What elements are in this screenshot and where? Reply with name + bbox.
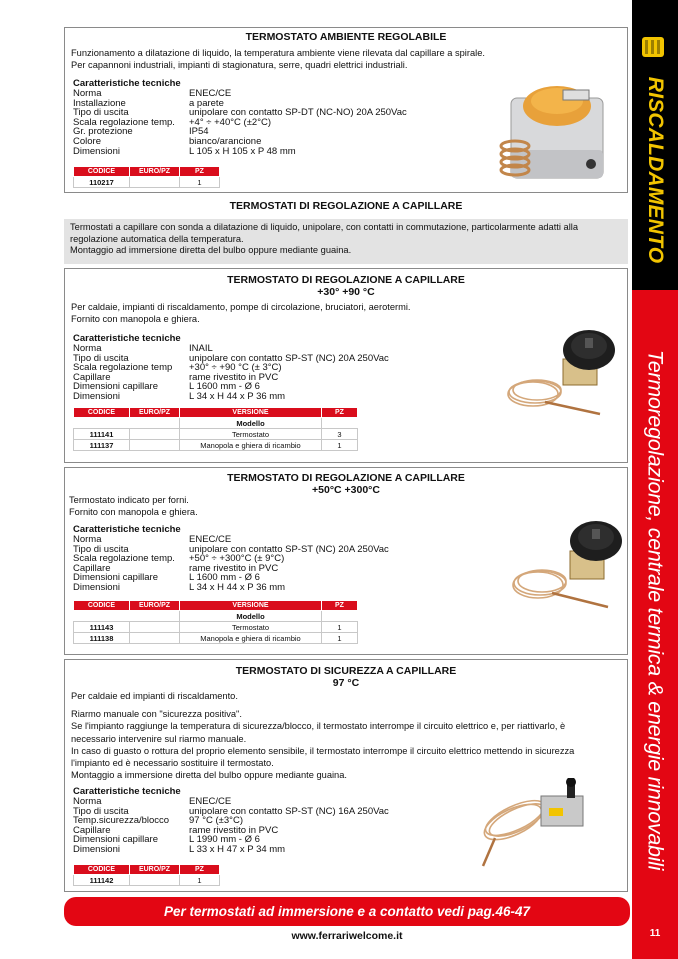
spec-block xyxy=(73,333,389,402)
table-row: 110217 1 xyxy=(74,177,220,188)
table-row: 111138 Manopola e ghiera di ricambio 1 xyxy=(74,633,358,644)
product-table: CODICE EURO/PZ VERSIONE PZ Modello 111141 Termostato 3 111137 Manopola e ghiera di ricambio 1 xyxy=(73,407,358,451)
section-intro: Termostati a capillare con sonda a dilatazione di liquido, unipolare, con contatti in commutazione, particolarmente adatti alla regolazione automatica della temperatura. Montaggio ad immersione diretta del bulbo oppure mediante guaina. xyxy=(64,219,628,264)
spec-heading: Caratteristiche tecniche xyxy=(73,78,181,89)
table-row: 111137 Manopola e ghiera di ricambio 1 xyxy=(74,440,358,451)
table-row: 111143 Termostato 1 xyxy=(74,622,358,633)
product-table: CODICE EURO/PZ VERSIONE PZ Modello 111143 Termostato 1 111138 Manopola e ghiera di ricambio 1 xyxy=(73,600,358,644)
spec-list: Norma INAIL Tipo di uscita unipolare con contatto SP-ST (NC) 20A 250Vac Scala regolazione temp +30° ÷ +90 °C (± 3°C) Capillare rame rivestito in PVC Dimensioni capillare L 1600 mm - Ø 6 Dimensioni L 34 x H 44 x P 36 mm xyxy=(73,343,389,402)
product-description: Per caldaie, impianti di riscaldamento, pompe di circolazione, bruciatori, aerotermi. Fornito con manopola e ghiera. xyxy=(71,302,411,325)
product-details: Riarmo manuale con "sicurezza positiva". Se l'impianto raggiunge la temperatura di sicurezza/blocco, il termostato interrompe il circuito elettrico e, per riattivarlo, è necessario intervenire sul riarmo manuale. In caso di guasto o rottura del proprio elemento sensibile, il termostato interrompe il circuito elettrico mettendo in sicurezza l'impianto ed è necessario sostituire il termostato. Montaggio a immersione diretta del bulbo oppure mediante guaina. xyxy=(71,709,575,781)
product-title: TERMOSTATO DI REGOLAZIONE A CAPILLARE xyxy=(227,472,465,484)
spec-heading: Caratteristiche tecniche xyxy=(73,524,181,535)
product-description: Funzionamento a dilatazione di liquido, la temperatura ambiente viene rilevata dal capillare a spirale. Per capannoni industriali, impianti di stagionatura, serre, quadri elettrici industriali. xyxy=(71,48,485,71)
spec-block xyxy=(73,78,407,156)
product-subtitle: +50°C +300°C xyxy=(312,484,380,496)
section-title: RISCALDAMENTO xyxy=(644,76,667,264)
capillary-thermostat-image xyxy=(505,324,620,419)
product-table: CODICE EURO/PZ PZ 111142 1 xyxy=(73,864,220,886)
spec-block xyxy=(73,524,389,593)
spec-heading: Caratteristiche tecniche xyxy=(73,333,181,344)
spec-list: Norma ENEC/CE Tipo di uscita unipolare con contatto SP-ST (NC) 16A 250Vac Temp.sicurezza/blocco 97 °C (±3°C) Capillare rame rivestito in PVC Dimensioni capillare L 1990 mm - Ø 6 Dimensioni L 33 x H 47 x P 34 mm xyxy=(73,796,389,855)
product-title: TERMOSTATO AMBIENTE REGOLABILE xyxy=(245,31,447,43)
spec-heading: Caratteristiche tecniche xyxy=(73,786,181,797)
product-subtitle: 97 °C xyxy=(332,677,360,689)
table-group-label: Modello xyxy=(180,611,322,622)
product-card-capillary-50-300 xyxy=(64,467,628,655)
section-heading: TERMOSTATI DI REGOLAZIONE A CAPILLARE xyxy=(229,200,463,212)
product-card-capillary-30-90 xyxy=(64,268,628,463)
table-row: 111141 Termostato 3 xyxy=(74,429,358,440)
product-subtitle: +30° +90 °C xyxy=(317,286,375,298)
product-card-safety-thermostat xyxy=(64,659,628,892)
table-row: 111142 1 xyxy=(74,875,220,886)
product-title: TERMOSTATO DI SICUREZZA A CAPILLARE xyxy=(235,665,457,677)
section-subtitle: Termoregolazione, centrale termica & energie rinnovabili xyxy=(643,349,668,871)
safety-thermostat-image xyxy=(475,778,605,873)
product-title: TERMOSTATO DI REGOLAZIONE A CAPILLARE xyxy=(227,274,465,286)
product-card-room-thermostat xyxy=(64,27,628,193)
spec-list: Norma ENEC/CE Tipo di uscita unipolare con contatto SP-ST (NC) 20A 250Vac Scala regolazione temp. +50° ÷ +300°C (± 9°C) Capillare rame rivestito in PVC Dimensioni capillare L 1600 mm - Ø 6 Dimensioni L 34 x H 44 x P 36 mm xyxy=(73,534,389,593)
heater-icon xyxy=(640,34,666,60)
capillary-thermostat-image xyxy=(510,513,625,613)
page-number: 11 xyxy=(649,928,661,939)
spec-list: Norma ENEC/CE Installazione a parete Tipo di uscita unipolare con contatto SP-DT (NC-NO) 20A 250Vac Scala regolazione temp. +4° ÷ +40°C (±2°C) Gr. protezione IP54 Colore bianco/arancione Dimensioni L 105 x H 105 x P 48 mm xyxy=(73,88,407,157)
reference-banner: Per termostati ad immersione e a contatto vedi pag.46-47 xyxy=(64,897,630,926)
room-thermostat-image xyxy=(493,76,613,186)
product-table: CODICE EURO/PZ PZ 110217 1 xyxy=(73,166,220,188)
website-link[interactable]: www.ferrariwelcome.it xyxy=(291,930,403,942)
product-description: Termostato indicato per forni. Fornito con manopola e ghiera. xyxy=(69,495,198,518)
product-description: Per caldaie ed impianti di riscaldamento. xyxy=(71,691,238,701)
table-group-label: Modello xyxy=(180,418,322,429)
spec-block xyxy=(73,786,389,855)
